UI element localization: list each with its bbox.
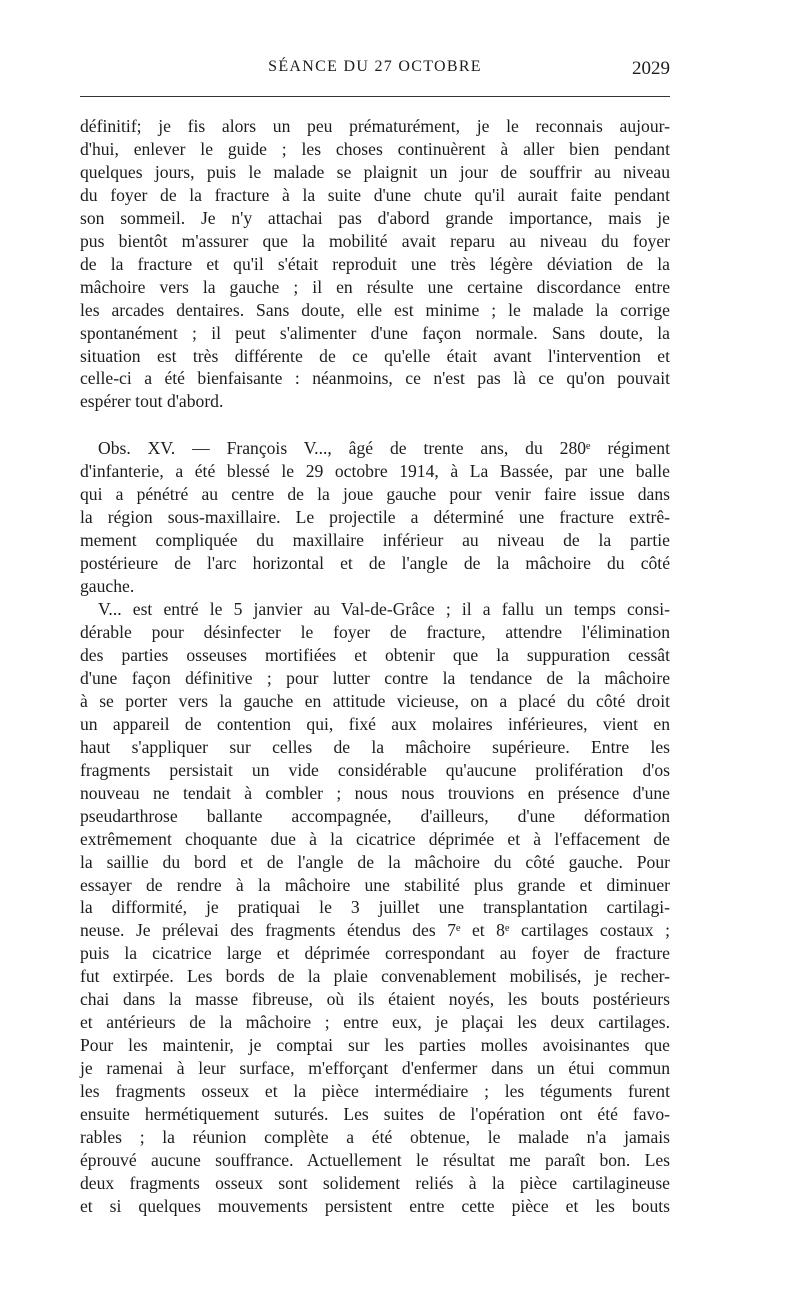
page-number: 2029 [632, 58, 670, 79]
body-text [80, 115, 670, 1218]
text-line: éprouvé aucune souffrance. Actuellement le résultat me paraît bon. Les [80, 1149, 670, 1170]
text-line: mement compliquée du maxillaire inférieur au niveau de la partie [80, 530, 670, 551]
text-line: qui a pénétré au centre de la joue gauche pour venir faire issue dans [80, 484, 670, 505]
paragraph-gap [80, 413, 670, 437]
text-line: un appareil de contention qui, fixé aux molaires inférieures, vient en [80, 713, 670, 734]
text-line: d'hui, enlever le guide ; les choses continuèrent à aller bien pendant [80, 138, 670, 159]
text-line: fragments persistait un vide considérable qu'aucune prolifération d'os [80, 759, 670, 780]
text-line: pus bientôt m'assurer que la mobilité avait reparu au niveau du foyer [80, 230, 670, 251]
header-rule [80, 96, 670, 97]
text-line: Obs. XV. — François V..., âgé de trente ans, du 280ᵉ régiment [98, 438, 670, 459]
text-line: la région sous-maxillaire. Le projectile a déterminé une fracture extrê- [80, 507, 670, 528]
text-line: des parties osseuses mortifiées et obtenir que la suppuration cessât [80, 644, 670, 665]
text-line: définitif; je fis alors un peu prématurément, je le reconnais aujour- [80, 116, 670, 136]
text-line: ensuite hermétiquement suturés. Les suites de l'opération ont été favo- [80, 1104, 670, 1125]
page-header [80, 58, 670, 84]
text-line: la difformité, je pratiquai le 3 juillet une transplantation cartilagi- [80, 897, 670, 918]
text-line: dérable pour désinfecter le foyer de fracture, attendre l'élimination [80, 622, 670, 643]
text-line: extrêmement choquante due à la cicatrice déprimée et à l'effacement de [80, 828, 670, 849]
text-line: pseudarthrose ballante accompagnée, d'ailleurs, d'une déformation [80, 805, 670, 826]
text-line: spontanément ; il peut s'alimenter d'une façon normale. Sans doute, la [80, 322, 670, 343]
text-line: postérieure de l'arc horizontal et de l'angle de la mâchoire du côté [80, 553, 670, 574]
text-line: du foyer de la fracture à la suite d'une chute qu'il aurait faite pendant [80, 184, 670, 205]
running-title: SÉANCE DU 27 OCTOBRE [268, 58, 482, 75]
text-line: neuse. Je prélevai des fragments étendus des 7ᵉ et 8ᵉ cartilages costaux ; [80, 920, 670, 941]
text-line: haut s'appliquer sur celles de la mâchoire supérieure. Entre les [80, 736, 670, 757]
text-line: quelques jours, puis le malade se plaignit un jour de souffrir au niveau [80, 161, 670, 182]
text-line: les fragments osseux et la pièce intermédiaire ; les téguments furent [80, 1081, 670, 1102]
text-line: situation est très différente de ce qu'elle était avant l'intervention et [80, 345, 670, 366]
text-line: d'une façon définitive ; pour lutter contre la tendance de la mâchoire [80, 667, 670, 688]
text-line: gauche. [80, 576, 135, 597]
text-line: V... est entré le 5 janvier au Val-de-Grâce ; il a fallu un temps consi- [98, 599, 670, 620]
text-line: d'infanterie, a été blessé le 29 octobre 1914, à La Bassée, par une balle [80, 461, 670, 482]
paragraph-case-history [80, 598, 670, 1218]
text-line: à se porter vers la gauche en attitude vicieuse, on a placé du côté droit [80, 690, 670, 711]
paragraph-continuation [80, 115, 670, 413]
text-line: nouveau ne tendait à combler ; nous nous trouvions en présence d'une [80, 782, 670, 803]
text-line: les arcades dentaires. Sans doute, elle est minime ; le malade la corrige [80, 299, 670, 320]
text-line: rables ; la réunion complète a été obtenue, le malade n'a jamais [80, 1126, 670, 1147]
text-line: Pour les maintenir, je comptai sur les parties molles avoisinantes que [80, 1035, 670, 1056]
text-line: chai dans la masse fibreuse, où ils étaient noyés, les bouts postérieurs [80, 989, 670, 1010]
text-line: mâchoire vers la gauche ; il en résulte une certaine discordance entre [80, 276, 670, 297]
text-line: espérer tout d'abord. [80, 391, 224, 412]
text-line: la saillie du bord et de l'angle de la mâchoire du côté gauche. Pour [80, 851, 670, 872]
text-line: et si quelques mouvements persistent entre cette pièce et les bouts [80, 1195, 670, 1216]
text-line: celle-ci a été bienfaisante : néanmoins, ce n'est pas là ce qu'on pouvait [80, 368, 670, 389]
text-line: deux fragments osseux sont solidement reliés à la pièce cartilagineuse [80, 1172, 670, 1193]
text-line: je ramenai à leur surface, m'efforçant d'enfermer dans un étui commun [80, 1058, 670, 1079]
text-line: de la fracture et qu'il s'était reproduit une très légère déviation de la [80, 253, 670, 274]
text-line: essayer de rendre à la mâchoire une stabilité plus grande et diminuer [80, 874, 670, 895]
text-line: puis la cicatrice large et déprimée correspondant au foyer de fracture [80, 943, 670, 964]
text-line: son sommeil. Je n'y attachai pas d'abord grande importance, mais je [80, 207, 670, 228]
paragraph-observation-xv [80, 437, 670, 598]
text-line: et antérieurs de la mâchoire ; entre eux, je plaçai les deux cartilages. [80, 1012, 670, 1033]
text-line: fut extirpée. Les bords de la plaie convenablement mobilisés, je recher- [80, 966, 670, 987]
